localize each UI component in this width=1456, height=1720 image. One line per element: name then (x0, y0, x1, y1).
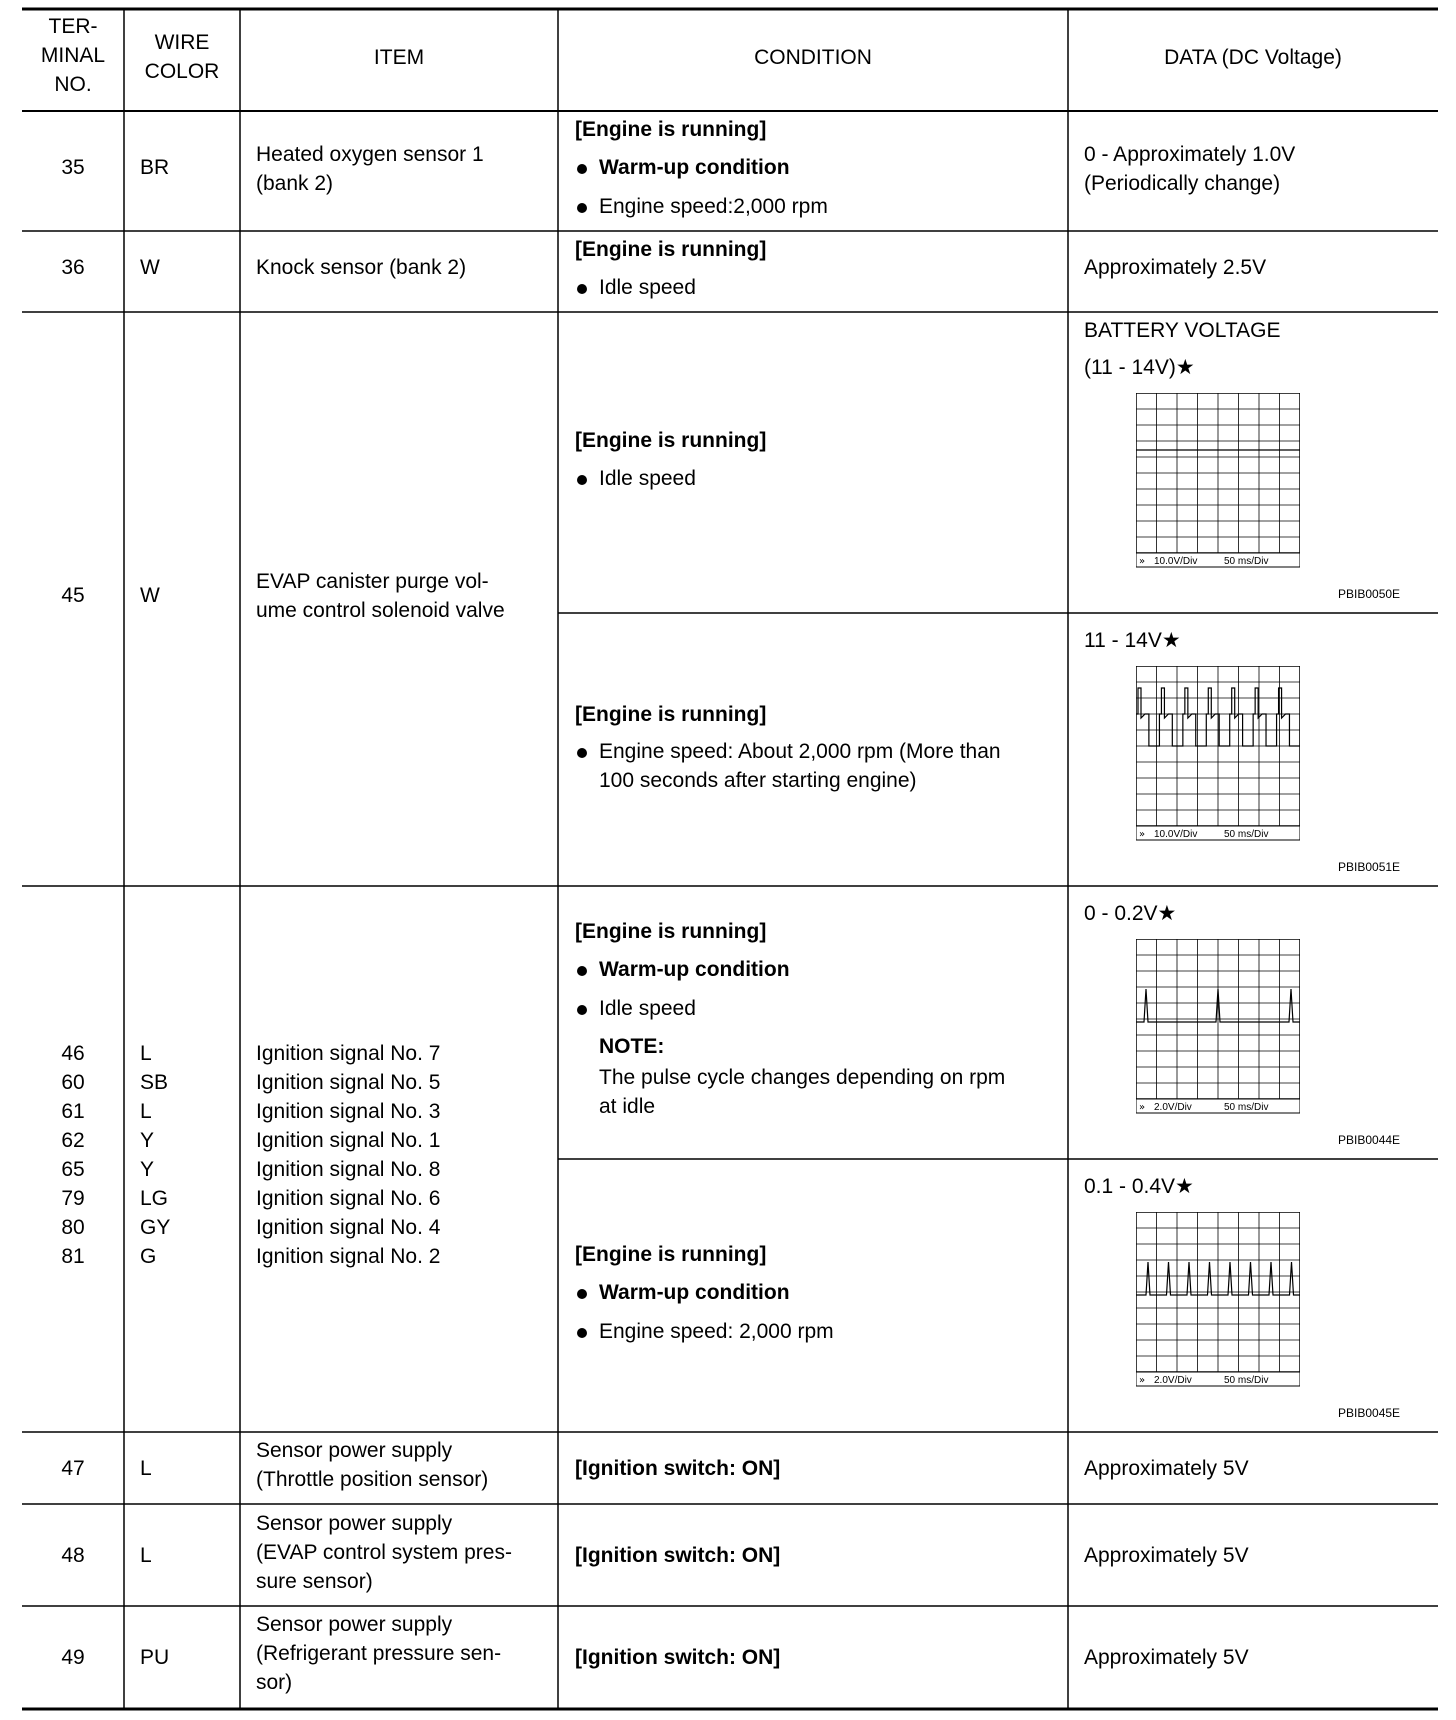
scope-volt-label: 10.0V/Div (1154, 556, 1198, 567)
scope-arrow-icon: » (1139, 1102, 1146, 1113)
terminal-45: 45 (61, 584, 85, 607)
scope-grid (1136, 393, 1300, 553)
condition-45b-bullet-1: Engine speed: About 2,000 rpm (More than 100 seconds after starting engine) (575, 737, 1001, 795)
terminal-48: 48 (61, 1544, 85, 1567)
scope-time-label: 50 ms/Div (1224, 829, 1269, 840)
wire-48: L (140, 1544, 152, 1567)
data-47: Approximately 5V (1084, 1457, 1249, 1480)
condition-49: [Ignition switch: ON] (575, 1646, 781, 1669)
terminal-35: 35 (61, 156, 85, 179)
condition-45a-head: [Engine is running] (575, 429, 767, 452)
header-terminal-no: TER- MINAL NO. (40, 15, 106, 96)
item-35: Heated oxygen sensor 1 (bank 2) (256, 143, 484, 195)
scope-45a (1136, 393, 1300, 573)
data-ign-b: 0.1 - 0.4V★ (1084, 1175, 1194, 1198)
condition-48: [Ignition switch: ON] (575, 1544, 781, 1567)
scope-arrow-icon: » (1139, 1375, 1146, 1386)
scope-45b (1136, 666, 1300, 846)
data-ign-a: 0 - 0.2V★ (1084, 902, 1177, 925)
scope-time-label: 50 ms/Div (1224, 1375, 1269, 1386)
header-item: ITEM (373, 46, 425, 69)
code-ign-b: PBIB0045E (1338, 1406, 1401, 1420)
item-36: Knock sensor (bank 2) (256, 256, 467, 279)
condition-ign-b-bullet-2: Engine speed: 2,000 rpm (575, 1317, 834, 1346)
item-45: EVAP canister purge vol- ume control solenoid valve (256, 570, 505, 622)
condition-ign-a-note: The pulse cycle changes depending on rpm at idle (599, 1066, 1006, 1118)
scope-time-label: 50 ms/Div (1224, 1102, 1269, 1113)
item-ignition-list: Ignition signal No. 7 Ignition signal No. 5 Ignition signal No. 3 Ignition signal No. 1 Ignition signal No. 8 Ignition signal No. 6 Ignition signal No. 4 Ignition signal No. 2 (256, 1042, 441, 1268)
condition-45b-head: [Engine is running] (575, 703, 767, 726)
wire-36: W (140, 256, 160, 279)
data-45a-line-2: (11 - 14V)★ (1084, 356, 1195, 379)
condition-ign-b-bullet-1: Warm-up condition (575, 1278, 790, 1307)
condition-ign-a-bullet-2: Idle speed (575, 994, 696, 1023)
scope-volt-label: 10.0V/Div (1154, 829, 1198, 840)
scope-arrow-icon: » (1139, 829, 1146, 840)
wire-ignition-list: L SB L Y Y LG GY G (140, 1042, 171, 1268)
scope-grid (1136, 939, 1300, 1099)
data-49: Approximately 5V (1084, 1646, 1249, 1669)
scope-arrow-icon: » (1139, 556, 1146, 567)
terminal-47: 47 (61, 1457, 85, 1480)
header-data: DATA (DC Voltage) (1164, 46, 1342, 69)
condition-45a-bullet-1: Idle speed (575, 464, 696, 493)
terminal-49: 49 (61, 1646, 85, 1669)
scope-grid (1136, 1212, 1300, 1372)
terminal-36: 36 (61, 256, 85, 279)
item-48: Sensor power supply (EVAP control system pres- sure sensor) (256, 1512, 512, 1593)
header-condition: CONDITION (754, 46, 872, 69)
code-45a: PBIB0050E (1338, 587, 1401, 601)
data-36: Approximately 2.5V (1084, 256, 1267, 279)
item-47: Sensor power supply (Throttle position sensor) (256, 1439, 489, 1491)
code-ign-a: PBIB0044E (1338, 1133, 1401, 1147)
wire-45: W (140, 584, 160, 607)
header-wire-color: WIRE COLOR (144, 31, 220, 83)
data-48: Approximately 5V (1084, 1544, 1249, 1567)
wire-49: PU (140, 1646, 170, 1669)
scope-ign-a (1136, 939, 1300, 1119)
item-49: Sensor power supply (Refrigerant pressure sen- sor) (256, 1613, 502, 1694)
data-45b: 11 - 14V★ (1084, 629, 1181, 652)
condition-47: [Ignition switch: ON] (575, 1457, 781, 1480)
condition-36-head: [Engine is running] (575, 238, 767, 261)
condition-35-head: [Engine is running] (575, 118, 767, 141)
wire-35: BR (140, 156, 170, 179)
scope-time-label: 50 ms/Div (1224, 556, 1269, 567)
terminal-ignition-list: 46 60 61 62 65 79 80 81 (61, 1042, 85, 1268)
condition-ign-b-head: [Engine is running] (575, 1243, 767, 1266)
condition-ign-a-head: [Engine is running] (575, 920, 767, 943)
condition-35-bullet-2: Engine speed:2,000 rpm (575, 192, 828, 221)
scope-ign-b (1136, 1212, 1300, 1392)
data-45a-line-1: BATTERY VOLTAGE (1084, 319, 1281, 342)
wire-47: L (140, 1457, 152, 1480)
code-45b: PBIB0051E (1338, 860, 1401, 874)
condition-36-bullet-1: Idle speed (575, 273, 696, 302)
condition-35-bullet-1: Warm-up condition (575, 153, 790, 182)
data-35: 0 - Approximately 1.0V (Periodically change) (1084, 143, 1296, 195)
condition-ign-a-bullet-1: Warm-up condition (575, 955, 790, 984)
condition-ign-a-note-label: NOTE: (599, 1035, 665, 1058)
scope-volt-label: 2.0V/Div (1154, 1102, 1192, 1113)
scope-volt-label: 2.0V/Div (1154, 1375, 1192, 1386)
